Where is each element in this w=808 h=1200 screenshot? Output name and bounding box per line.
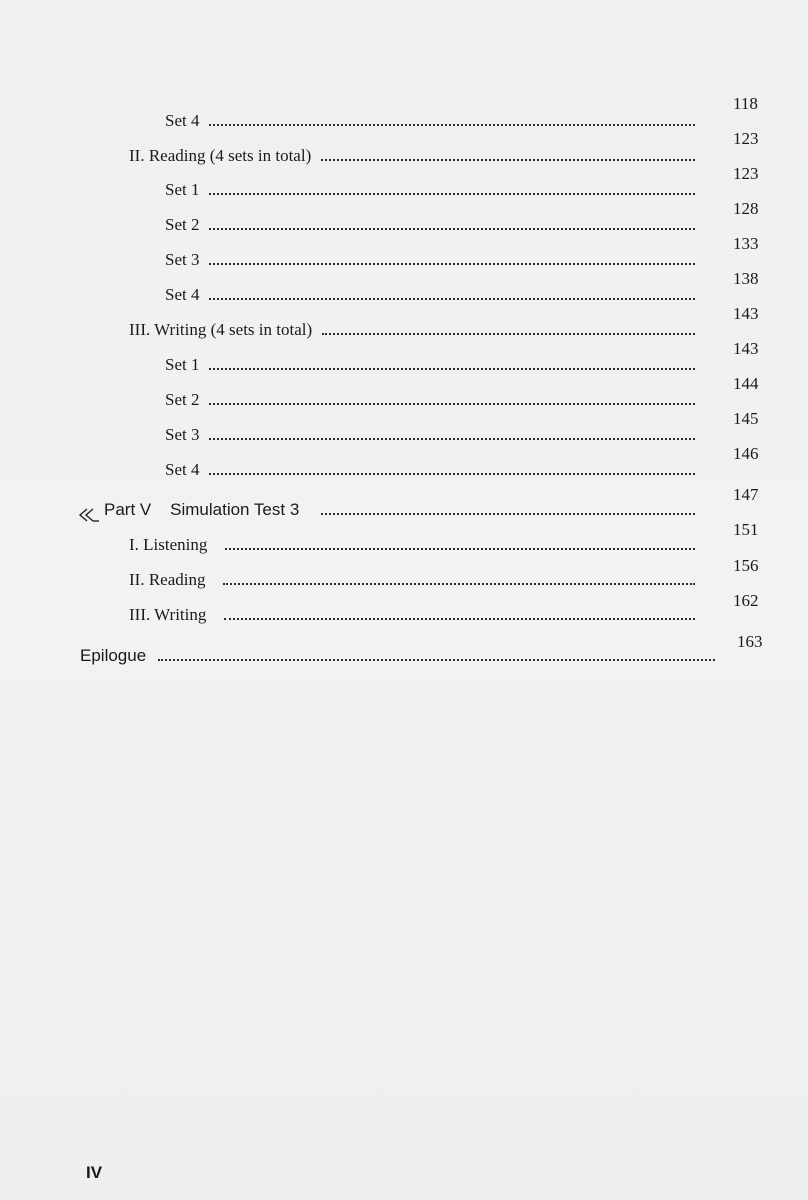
dot-leader	[209, 438, 695, 440]
toc-entry-section[interactable]	[129, 525, 705, 555]
toc-entry-label: Set 3	[165, 250, 200, 269]
toc-entry-set[interactable]	[165, 380, 705, 410]
toc-entry-label: Set 2	[165, 390, 200, 409]
toc-page-number: 128	[733, 199, 759, 218]
dot-leader	[209, 368, 695, 370]
dot-leader	[209, 263, 695, 265]
toc-entry-set[interactable]	[165, 275, 705, 305]
toc-entry-set[interactable]	[165, 240, 705, 270]
toc-entry-section[interactable]	[129, 136, 705, 166]
toc-page-number: 163	[737, 632, 763, 651]
toc-entry-label: Set 2	[165, 215, 200, 234]
toc-page-number: 143	[733, 339, 759, 358]
toc-entry-section[interactable]	[129, 595, 705, 625]
toc-entry-label: III. Writing (4 sets in total)	[129, 320, 313, 339]
toc-entry-set[interactable]	[165, 450, 705, 480]
toc-page-number: 118	[733, 94, 758, 113]
toc-page-number: 151	[733, 520, 759, 539]
toc-page-number: 123	[733, 129, 759, 148]
toc-page-number: 133	[733, 234, 759, 253]
toc-page-number: 147	[733, 485, 759, 504]
toc-page-number: 145	[733, 409, 759, 428]
dot-leader	[321, 159, 695, 161]
page-footer-number: IV	[86, 1163, 103, 1182]
toc-entry-reading-set[interactable]	[165, 101, 705, 131]
toc-entry-label: Set 4	[165, 460, 200, 479]
toc-entry-label: Set 4	[165, 111, 200, 130]
toc-entry-label: Set 4	[165, 285, 200, 304]
toc-entry-label: III. Writing	[129, 605, 207, 624]
toc-page-number: 156	[733, 556, 759, 575]
toc-page-number: 144	[733, 374, 759, 393]
toc-entry-set[interactable]	[165, 415, 705, 445]
dot-leader	[209, 124, 695, 126]
toc-entry-section[interactable]	[129, 560, 705, 590]
toc-page-number: 138	[733, 269, 759, 288]
toc-entry-label: II. Reading (4 sets in total)	[129, 146, 312, 165]
toc-entry-set[interactable]	[165, 170, 705, 200]
dot-leader	[209, 193, 695, 195]
toc-entry-set[interactable]	[165, 205, 705, 235]
dot-leader	[321, 513, 695, 515]
toc-page-number: 143	[733, 304, 759, 323]
toc-entry-label: Set 3	[165, 425, 200, 444]
dot-leader	[209, 473, 695, 475]
toc-entry-epilogue[interactable]	[80, 636, 725, 666]
dot-leader	[322, 333, 695, 335]
toc-page-number: 146	[733, 444, 759, 463]
double-chevron-left-icon	[78, 507, 100, 521]
toc-entry-section[interactable]	[129, 310, 705, 340]
toc-entry-label: Epilogue	[80, 646, 147, 665]
dot-leader	[209, 228, 695, 230]
dot-leader	[209, 298, 695, 300]
toc-entry-label: I. Listening	[129, 535, 208, 554]
dot-leader	[224, 618, 695, 620]
toc-page-number: 123	[733, 164, 759, 183]
toc-page-number: 162	[733, 591, 759, 610]
dot-leader	[225, 548, 695, 550]
toc-entry-set[interactable]	[165, 345, 705, 375]
toc-entry-label: II. Reading	[129, 570, 206, 589]
toc-entry-label: Set 1	[165, 355, 200, 374]
toc-entry-label: Set 1	[165, 180, 200, 199]
dot-leader	[223, 583, 695, 585]
toc-entry-part[interactable]	[78, 490, 705, 520]
dot-leader	[158, 659, 715, 661]
dot-leader	[209, 403, 695, 405]
toc-entry-label: Part V Simulation Test 3	[104, 500, 300, 519]
